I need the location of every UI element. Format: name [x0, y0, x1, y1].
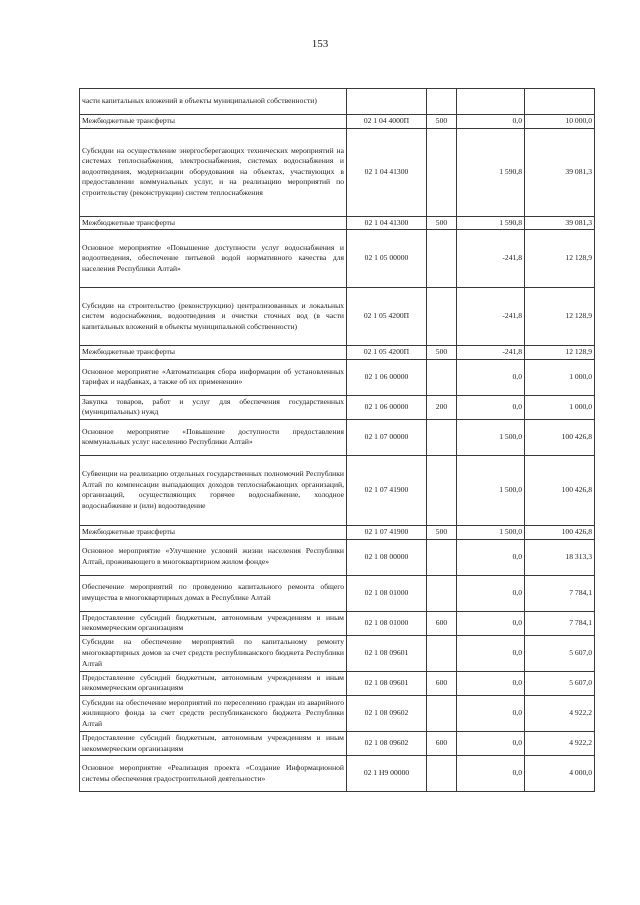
total-amount-cell: 4 922,2	[525, 731, 595, 755]
change-amount-cell: 0,0	[457, 115, 525, 129]
item-name-cell: Межбюджетные трансферты	[80, 525, 347, 539]
change-amount-cell	[457, 89, 525, 115]
expense-type-cell: 500	[427, 346, 457, 360]
total-amount-cell: 5 607,0	[525, 635, 595, 671]
target-code-cell: 02 1 05 4200П	[347, 288, 427, 346]
change-amount-cell: 0,0	[457, 359, 525, 395]
target-code-cell: 02 1 04 4000П	[347, 115, 427, 129]
table-row	[80, 359, 595, 395]
change-amount-cell: 1 590,8	[457, 128, 525, 216]
expense-type-cell: 600	[427, 611, 457, 635]
expense-type-cell	[427, 455, 457, 525]
item-name-cell: Предоставление субсидий бюджетным, автономным учреждениям и иным некоммерческим организациям	[80, 671, 347, 695]
total-amount-cell: 100 426,8	[525, 455, 595, 525]
total-amount-cell: 12 128,9	[525, 346, 595, 360]
target-code-cell: 02 1 04 41300	[347, 128, 427, 216]
expense-type-cell	[427, 419, 457, 455]
table-row	[80, 395, 595, 419]
expense-type-cell	[427, 89, 457, 115]
target-code-cell	[347, 89, 427, 115]
target-code-cell: 02 1 06 00000	[347, 395, 427, 419]
table-row	[80, 455, 595, 525]
change-amount-cell: 1 590,8	[457, 216, 525, 230]
expense-type-cell	[427, 635, 457, 671]
table-row	[80, 671, 595, 695]
item-name-cell: Межбюджетные трансферты	[80, 346, 347, 360]
item-name-cell: Субсидии на осуществление энергосберегающих технических мероприятий на системах теплоснабжения, электроснабжения, системах водоснабжения и водоотведения, модернизации оборудования на объектах, участвующих в предоставлении коммунальных услуг, и на реализацию мероприятий по строительству (реконструкции) систем теплоснабжения	[80, 128, 347, 216]
expense-type-cell: 200	[427, 395, 457, 419]
expense-type-cell: 500	[427, 115, 457, 129]
target-code-cell: 02 1 08 01000	[347, 575, 427, 611]
expense-type-cell: 500	[427, 216, 457, 230]
total-amount-cell: 1 000,0	[525, 359, 595, 395]
target-code-cell: 02 1 07 41900	[347, 525, 427, 539]
total-amount-cell: 100 426,8	[525, 525, 595, 539]
target-code-cell: 02 1 08 09601	[347, 635, 427, 671]
item-name-cell: Субсидии на обеспечение мероприятий по переселению граждан из аварийного жилищного фонда за счет средств республиканского бюджета Республики Алтай	[80, 695, 347, 731]
change-amount-cell: 1 500,0	[457, 455, 525, 525]
target-code-cell: 02 1 08 09602	[347, 731, 427, 755]
change-amount-cell: -241,8	[457, 346, 525, 360]
budget-table	[79, 88, 595, 792]
table-row	[80, 346, 595, 360]
item-name-cell: Основное мероприятие «Повышение доступности предоставления коммунальных услуг населению Республики Алтай»	[80, 419, 347, 455]
target-code-cell: 02 1 08 00000	[347, 539, 427, 575]
target-code-cell: 02 1 08 01000	[347, 611, 427, 635]
target-code-cell: 02 1 05 00000	[347, 230, 427, 288]
item-name-cell: Основное мероприятие «Автоматизация сбора информации об установленных тарифах и надбавках, а также об их применении»	[80, 359, 347, 395]
change-amount-cell: 0,0	[457, 539, 525, 575]
expense-type-cell	[427, 695, 457, 731]
item-name-cell: Субсидии на обеспечение мероприятий по капитальному ремонту многоквартирных домов за счет средств республиканского бюджета Республики Алтай	[80, 635, 347, 671]
change-amount-cell: -241,8	[457, 230, 525, 288]
item-name-cell: Межбюджетные трансферты	[80, 216, 347, 230]
table-row	[80, 216, 595, 230]
change-amount-cell: 0,0	[457, 395, 525, 419]
total-amount-cell: 7 784,1	[525, 575, 595, 611]
item-name-cell: Обеспечение мероприятий по проведению капитального ремонта общего имущества в многоквартирных домах в Республике Алтай	[80, 575, 347, 611]
expense-type-cell	[427, 230, 457, 288]
change-amount-cell: -241,8	[457, 288, 525, 346]
target-code-cell: 02 1 07 00000	[347, 419, 427, 455]
table-row	[80, 419, 595, 455]
total-amount-cell: 5 607,0	[525, 671, 595, 695]
table-row	[80, 575, 595, 611]
table-row	[80, 128, 595, 216]
item-name-cell: Основное мероприятие «Реализация проекта «Создание Информационной системы обеспечения градостроительной деятельности»	[80, 756, 347, 792]
expense-type-cell	[427, 359, 457, 395]
target-code-cell: 02 1 07 41900	[347, 455, 427, 525]
change-amount-cell: 0,0	[457, 611, 525, 635]
table-row	[80, 115, 595, 129]
expense-type-cell	[427, 575, 457, 611]
total-amount-cell: 1 000,0	[525, 395, 595, 419]
item-name-cell: Предоставление субсидий бюджетным, автономным учреждениям и иным некоммерческим организациям	[80, 731, 347, 755]
total-amount-cell	[525, 89, 595, 115]
item-name-cell: Предоставление субсидий бюджетным, автономным учреждениям и иным некоммерческим организациям	[80, 611, 347, 635]
total-amount-cell: 12 128,9	[525, 230, 595, 288]
target-code-cell: 02 1 06 00000	[347, 359, 427, 395]
table-row	[80, 288, 595, 346]
target-code-cell: 02 1 08 09601	[347, 671, 427, 695]
expense-type-cell	[427, 128, 457, 216]
table-row	[80, 611, 595, 635]
expense-type-cell	[427, 539, 457, 575]
change-amount-cell: 0,0	[457, 695, 525, 731]
table-row	[80, 539, 595, 575]
item-name-cell: Закупка товаров, работ и услуг для обеспечения государственных (муниципальных) нужд	[80, 395, 347, 419]
total-amount-cell: 18 313,3	[525, 539, 595, 575]
item-name-cell: части капитальных вложений в объекты муниципальной собственности)	[80, 89, 347, 115]
change-amount-cell: 0,0	[457, 731, 525, 755]
target-code-cell: 02 1 08 09602	[347, 695, 427, 731]
item-name-cell: Межбюджетные трансферты	[80, 115, 347, 129]
item-name-cell: Субсидии на строительство (реконструкцию) централизованных и локальных систем водоснабжения, водоотведения и очистки сточных вод (в части капитальных вложений в объекты муниципальной собственности)	[80, 288, 347, 346]
expense-type-cell	[427, 756, 457, 792]
expense-type-cell: 600	[427, 731, 457, 755]
item-name-cell: Основное мероприятие «Повышение доступности услуг водоснабжения и водоотведения, обеспечение питьевой водой нормативного качества для населения Республики Алтай»	[80, 230, 347, 288]
total-amount-cell: 10 000,0	[525, 115, 595, 129]
total-amount-cell: 39 081,3	[525, 128, 595, 216]
table-row	[80, 731, 595, 755]
target-code-cell: 02 1 Н9 00000	[347, 756, 427, 792]
table-row	[80, 230, 595, 288]
expense-type-cell: 600	[427, 671, 457, 695]
table-row	[80, 89, 595, 115]
change-amount-cell: 0,0	[457, 756, 525, 792]
target-code-cell: 02 1 04 41300	[347, 216, 427, 230]
change-amount-cell: 0,0	[457, 635, 525, 671]
table-row	[80, 756, 595, 792]
total-amount-cell: 100 426,8	[525, 419, 595, 455]
page-number: 153	[311, 38, 329, 50]
change-amount-cell: 1 500,0	[457, 419, 525, 455]
budget-table-body	[80, 89, 595, 792]
change-amount-cell: 0,0	[457, 671, 525, 695]
item-name-cell: Субвенции на реализацию отдельных государственных полномочий Республики Алтай по компенсации выпадающих доходов теплоснабжающих организаций, организаций, осуществляющих горячее водоснабжение, холодное водоснабжение и (или) водоотведение	[80, 455, 347, 525]
expense-type-cell	[427, 288, 457, 346]
change-amount-cell: 1 500,0	[457, 525, 525, 539]
total-amount-cell: 39 081,3	[525, 216, 595, 230]
total-amount-cell: 7 784,1	[525, 611, 595, 635]
table-row	[80, 525, 595, 539]
total-amount-cell: 4 000,0	[525, 756, 595, 792]
total-amount-cell: 4 922,2	[525, 695, 595, 731]
item-name-cell: Основное мероприятие «Улучшение условий жизни населения Республики Алтай, проживающего в многоквартирном жилом фонде»	[80, 539, 347, 575]
expense-type-cell: 500	[427, 525, 457, 539]
total-amount-cell: 12 128,9	[525, 288, 595, 346]
table-row	[80, 695, 595, 731]
table-row	[80, 635, 595, 671]
target-code-cell: 02 1 05 4200П	[347, 346, 427, 360]
change-amount-cell: 0,0	[457, 575, 525, 611]
